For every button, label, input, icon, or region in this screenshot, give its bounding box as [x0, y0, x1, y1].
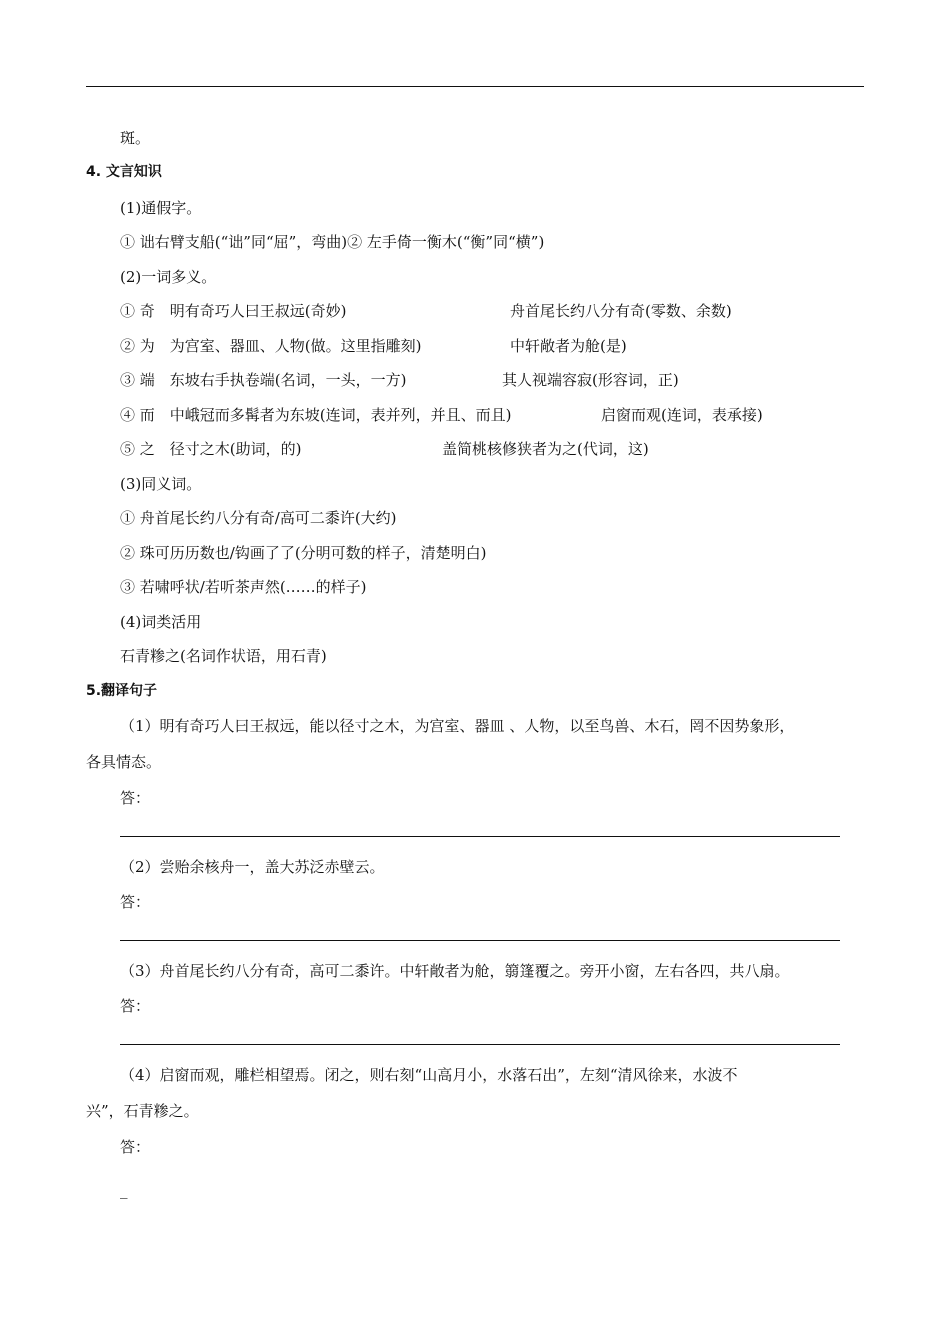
question-2: （2）尝贻余核舟一，盖大苏泛赤壁云。 — [120, 858, 385, 876]
answer-label: 答： — [120, 893, 151, 911]
question-4-cont: 兴”，石青糁之。 — [86, 1102, 199, 1120]
list-item-second: 其人视端容寂(形容词，正) — [502, 371, 679, 389]
list-item: ① 舟首尾长约八分有奇/高可二黍许(大约) — [120, 509, 397, 527]
list-item-second: 中轩敞者为舱(是) — [510, 337, 627, 355]
list-item: 石青糁之(名词作状语，用石青) — [120, 647, 327, 665]
list-item: ③ 若啸呼状/若听茶声然(……的样子) — [120, 578, 367, 596]
answer-line[interactable] — [120, 1044, 840, 1045]
question-4: （4）启窗而观，雕栏相望焉。闭之，则右刻“山高月小，水落石出”，左刻“清风徐来，水波不 — [120, 1066, 738, 1084]
answer-line[interactable] — [120, 836, 840, 837]
subheading-cileihuoyong: (4)词类活用 — [120, 613, 202, 631]
list-item: ④ 而 中峨冠而多髯者为东坡(连词，表并列，并且、而且) — [120, 406, 512, 424]
list-item: ① 诎右臂支船(“诎”同“屈”，弯曲)② 左手倚一衡木(“衡”同“横”) — [120, 233, 545, 251]
list-item: ⑤ 之 径寸之木(助词，的) — [120, 440, 302, 458]
text-line: 斑。 — [120, 129, 151, 147]
section-heading-5: 5.翻译句子 — [86, 683, 158, 699]
question-1: （1）明有奇巧人曰王叔远，能以径寸之木，为宫室、器皿 、人物，以至鸟兽、木石，罔不因势象形， — [120, 717, 795, 735]
question-1-cont: 各具情态。 — [86, 753, 162, 771]
list-item-second: 舟首尾长约八分有奇(零数、余数) — [510, 302, 732, 320]
answer-line[interactable] — [120, 940, 840, 941]
header-rule — [86, 86, 864, 87]
subheading-tongyici: (3)同义词。 — [120, 475, 202, 493]
list-item-second: 盖简桃核修狭者为之(代词，这) — [442, 440, 649, 458]
list-item: ① 奇 明有奇巧人曰王叔远(奇妙) — [120, 302, 347, 320]
answer-blank[interactable]: _ — [120, 1181, 128, 1199]
answer-label: 答： — [120, 789, 151, 807]
answer-label: 答： — [120, 997, 151, 1015]
list-item: ③ 端 东坡右手执卷端(名词，一头，一方) — [120, 371, 407, 389]
list-item: ② 为 为宫室、器皿、人物(做。这里指雕刻) — [120, 337, 422, 355]
list-item-second: 启窗而观(连词，表承接) — [601, 406, 763, 424]
list-item: ② 珠可历历数也/钩画了了(分明可数的样子，清楚明白) — [120, 544, 487, 562]
section-heading-4: 4. 文言知识 — [86, 164, 162, 180]
answer-label: 答： — [120, 1138, 151, 1156]
question-3: （3）舟首尾长约八分有奇，高可二黍许。中轩敞者为舱，篛篷覆之。旁开小窗，左右各四，共八扇。 — [120, 962, 790, 980]
subheading-tongjiazi: (1)通假字。 — [120, 199, 202, 217]
subheading-yiciduoyi: (2)一词多义。 — [120, 268, 217, 286]
